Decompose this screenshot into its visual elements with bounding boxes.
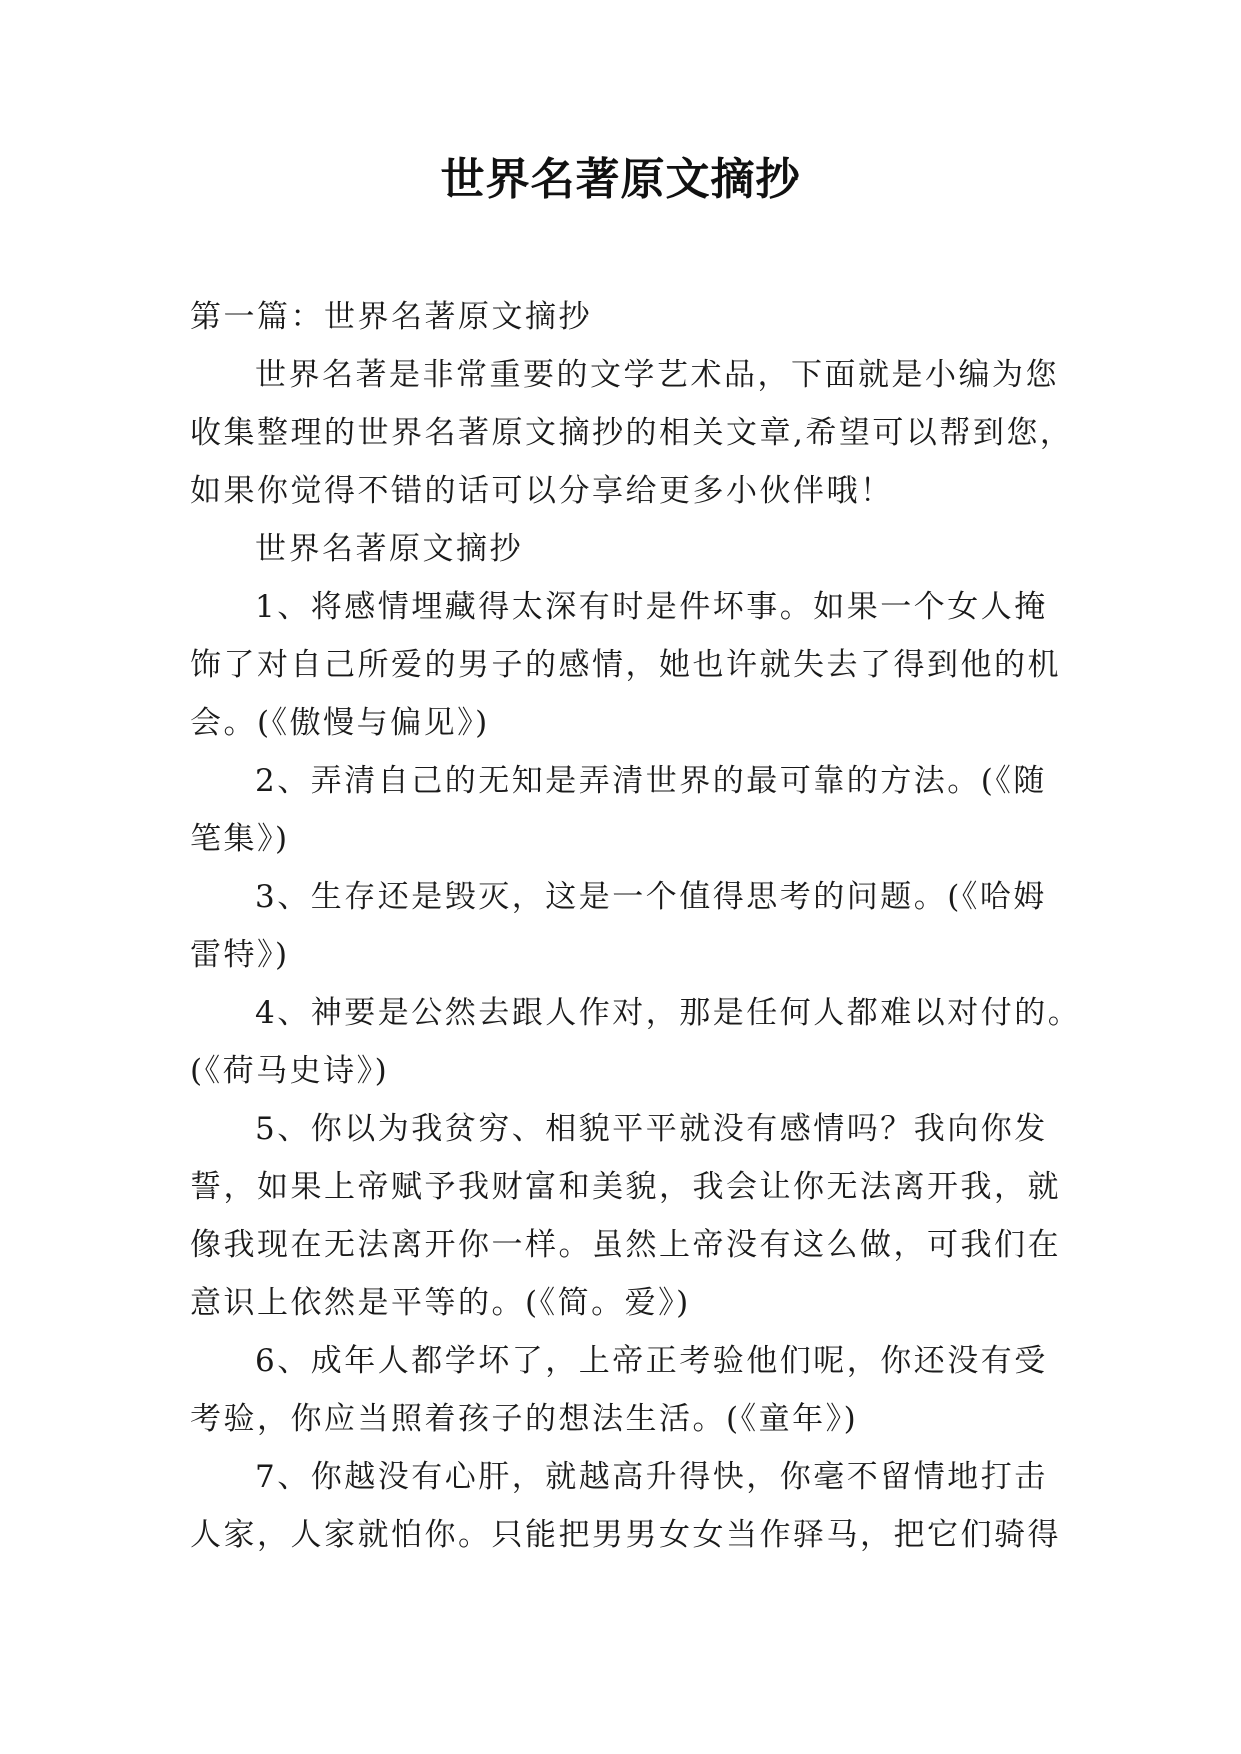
body-line: 誓，如果上帝赋予我财富和美貌，我会让你无法离开我，就 (190, 1169, 1061, 1205)
body-line: 意识上依然是平等的。(《简。爱》) (190, 1285, 691, 1321)
body-line: 2、弄清自己的无知是弄清世界的最可靠的方法。(《随 (255, 763, 1047, 799)
body-line: 4、神要是公然去跟人作对，那是任何人都难以对付的。 (255, 995, 1082, 1031)
body-line: 会。(《傲慢与偏见》) (190, 705, 490, 741)
body-line: 饰了对自己所爱的男子的感情，她也许就失去了得到他的机 (190, 647, 1061, 683)
body-line: 如果你觉得不错的话可以分享给更多小伙伴哦！ (190, 473, 894, 509)
body-line: 考验，你应当照着孩子的想法生活。(《童年》) (190, 1401, 859, 1437)
body-line: 3、生存还是毁灭，这是一个值得思考的问题。(《哈姆 (255, 879, 1047, 915)
body-line: 人家，人家就怕你。只能把男男女女当作驿马，把它们骑得 (190, 1517, 1061, 1553)
body-line: 1、将感情埋藏得太深有时是件坏事。如果一个女人掩 (255, 589, 1048, 625)
body-line: 5、你以为我贫穷、相貌平平就没有感情吗？我向你发 (255, 1111, 1048, 1147)
body-line: 世界名著是非常重要的文学艺术品，下面就是小编为您 (255, 357, 1059, 393)
body-line: 笔集》) (190, 821, 290, 857)
body-line: 7、你越没有心肝，就越高升得快，你毫不留情地打击 (255, 1459, 1048, 1495)
body-line: 收集整理的世界名著原文摘抄的相关文章,希望可以帮到您， (190, 415, 1074, 451)
body-line: (《荷马史诗》) (190, 1053, 390, 1089)
body-line: 像我现在无法离开你一样。虽然上帝没有这么做，可我们在 (190, 1227, 1061, 1263)
body-line: 第一篇：世界名著原文摘抄 (190, 299, 592, 335)
body-line: 世界名著原文摘抄 (255, 531, 523, 567)
document-title: 世界名著原文摘抄 (440, 154, 801, 205)
document-body (190, 288, 1082, 1564)
body-line: 雷特》) (190, 937, 290, 973)
body-line: 6、成年人都学坏了，上帝正考验他们呢，你还没有受 (255, 1343, 1048, 1379)
